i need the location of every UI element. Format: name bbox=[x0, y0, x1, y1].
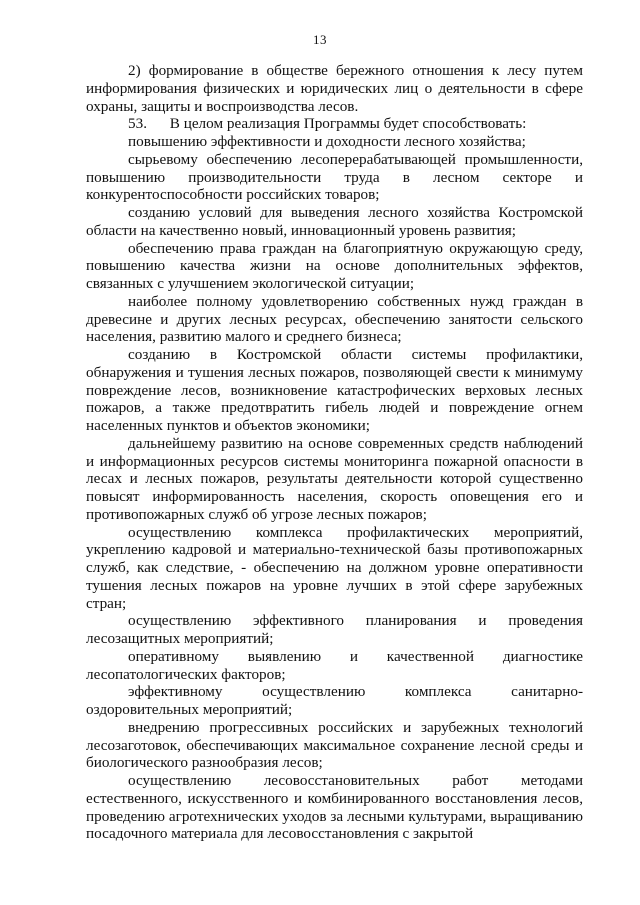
paragraph: обеспечению права граждан на благоприятную окружающую среду, повышению качества жизни на основе дополнительных эффектов, связанных с улучшением экологической ситуации; bbox=[86, 239, 583, 292]
page-number: 13 bbox=[313, 32, 327, 47]
paragraph: осуществлению эффективного планирования и проведения лесозащитных мероприятий; bbox=[86, 612, 583, 647]
paragraph: созданию в Костромской области системы профилактики, обнаружения и тушения лесных пожаров, позволяющей свести к минимуму повреждение лесов, возникновение катастрофических верховых лесных пожаров, а также предотвратить гибель людей и повреждение огнем населенных пунктов и объектов экономики; bbox=[86, 346, 583, 434]
paragraph: оперативному выявлению и качественной диагностике лесопатологических факторов; bbox=[86, 647, 583, 683]
paragraph: 53. В целом реализация Программы будет способствовать: bbox=[128, 115, 527, 133]
paragraph: повышению эффективности и доходности лесного хозяйства; bbox=[128, 133, 526, 150]
paragraph: дальнейшему развитию на основе современных средств наблюдений и информационных ресурсов системы мониторинга пожарной опасности в лесах и лесных пожаров, результаты деятельности которой существенно повысят информированность населения, скорость оповещения его и противопожарных служб об угрозе лесных пожаров; bbox=[86, 434, 583, 523]
paragraph: созданию условий для выведения лесного хозяйства Костромской области на качественно новый, инновационный уровень развития; bbox=[86, 204, 583, 239]
paragraph: сырьевому обеспечению лесоперерабатывающей промышленности, повышению производительности труда в лесном секторе и конкурентоспособности российских товаров; bbox=[86, 150, 583, 204]
paragraph: осуществлению лесовосстановительных работ методами естественного, искусственного и комбинированного восстановления лесов, проведению агротехнических уходов за лесными культурами, выращиванию посадочного материала для лесовосстановления с закрытой bbox=[86, 772, 583, 843]
paragraph: эффективному осуществлению комплекса санитарно-оздоровительных мероприятий; bbox=[86, 683, 583, 718]
paragraph: 2) формирование в обществе бережного отношения к лесу путем информирования физических и юридических лиц о деятельности в сфере охраны, защиты и воспроизводства лесов. bbox=[86, 62, 583, 115]
document-body bbox=[86, 62, 583, 843]
paragraph: внедрению прогрессивных российских и зарубежных технологий лесозаготовок, обеспечивающих максимальное сохранение лесной среды и биологического разнообразия лесов; bbox=[86, 718, 583, 772]
paragraph: осуществлению комплекса профилактических мероприятий, укреплению кадровой и материально-технической базы противопожарных служб, как следствие, - обеспечению на должном уровне оперативности тушения лесных пожаров на уровне лучших в этой сфере зарубежных стран; bbox=[86, 523, 583, 612]
paragraph: наиболее полному удовлетворению собственных нужд граждан в древесине и других лесных ресурсах, обеспечению занятости сельского населения, развитию малого и среднего бизнеса; bbox=[86, 292, 583, 346]
